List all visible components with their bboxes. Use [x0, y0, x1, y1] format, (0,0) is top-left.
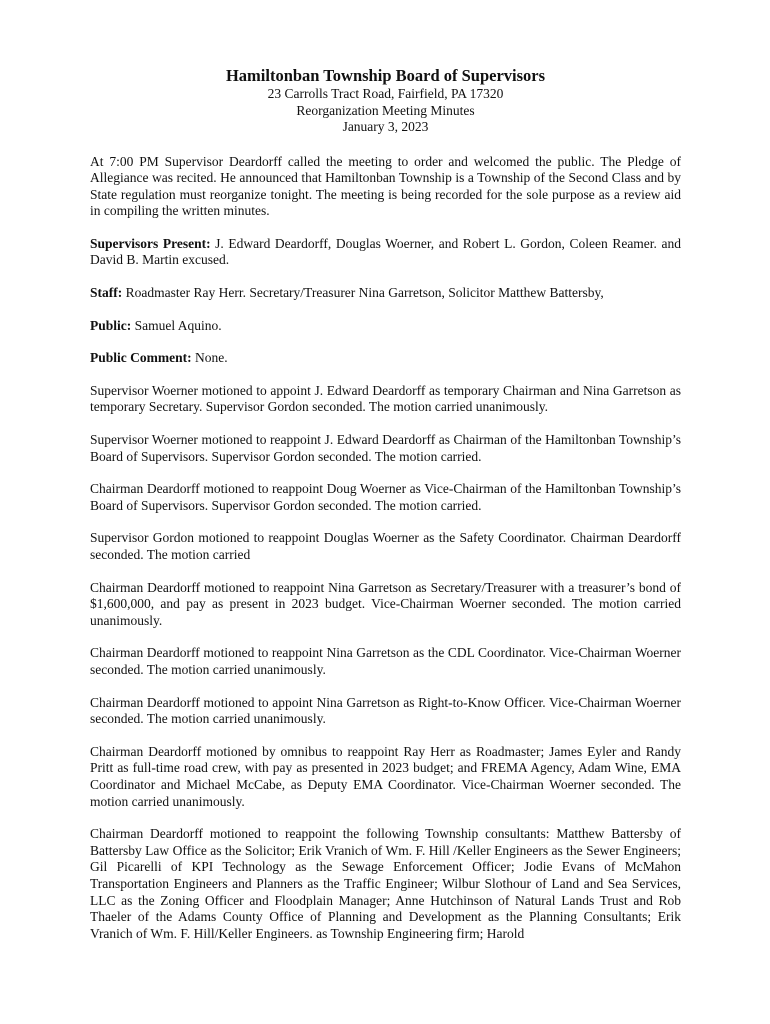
document-page — [90, 66, 681, 958]
motion-paragraph: Chairman Deardorff motioned by omnibus to reappoint Ray Herr as Roadmaster; James Eyler and Randy Pritt as full-time road crew, with pay as presented in 2023 budget; and FREMA Agency, Adam Wine, EMA Coordinator and Michael McCabe, as Deputy EMA Coordinator. Vice-Chairman Woerner seconded. The motion carried unanimously. — [90, 743, 681, 809]
public-comment-line — [90, 350, 681, 367]
staff-label: Staff: — [90, 285, 123, 301]
supervisors-present — [90, 236, 681, 269]
supervisors-present-label: Supervisors Present: — [90, 235, 211, 251]
motion-paragraph: Chairman Deardorff motioned to reappoint Doug Woerner as Vice-Chairman of the Hamiltonban Township’s Board of Supervisors. Supervisor Gordon seconded. The motion carried. — [90, 481, 681, 513]
meeting-date: January 3, 2023 — [342, 119, 429, 134]
staff-text: Roadmaster Ray Herr. Secretary/Treasurer Nina Garretson, Solicitor Matthew Battersby, — [122, 285, 604, 301]
supervisors-present-text: J. Edward Deardorff, Douglas Woerner, and Robert L. Gordon, Coleen Reamer. and David B. Martin excused. — [90, 235, 681, 268]
intro-paragraph: At 7:00 PM Supervisor Deardorff called the meeting to order and welcomed the public. The Pledge of Allegiance was recited. He announced that Hamiltonban Township is a Township of the Second Class and by State regulation must reorganize tonight. The meeting is being recorded for the sole purpose as a review aid in compiling the written minutes. — [90, 153, 681, 219]
minutes-body — [90, 154, 681, 943]
public-line — [90, 318, 681, 335]
public-label: Public: — [90, 317, 132, 333]
public-text: Samuel Aquino. — [131, 317, 222, 333]
motion-paragraph: Supervisor Gordon motioned to reappoint Douglas Woerner as the Safety Coordinator. Chairman Deardorff seconded. The motion carried — [90, 530, 681, 562]
township-address: 23 Carrolls Tract Road, Fairfield, PA 17320 — [267, 86, 504, 101]
document-subtitle: Reorganization Meeting Minutes — [296, 102, 475, 118]
public-comment-label: Public Comment: — [90, 350, 192, 366]
motion-paragraph: Chairman Deardorff motioned to reappoint the following Township consultants: Matthew Battersby of Battersby Law Office as the Solicitor; Erik Vranich of Wm. F. Hill /Keller Engineers as the Sewer Engineers; Gil Picarelli of KPI Technology as the Sewage Enforcement Officer; Jodie Evans of McMahon Transportation Engineers and Planners as the Traffic Engineer; Wilbur Slothour of Land and Sea Services, LLC as the Zoning Officer and Floodplain Manager; Anne Hutchinson of Natural Lands Trust and Rob Thaeler of the Adams County Office of Planning and Development as the Planning Consultants; Erik Vranich of Wm. F. Hill/Keller Engineers. as Township Engineering firm; Harold — [90, 826, 681, 941]
staff-line — [90, 285, 681, 302]
motion-paragraph: Supervisor Woerner motioned to reappoint J. Edward Deardorff as Chairman of the Hamiltonban Township’s Board of Supervisors. Supervisor Gordon seconded. The motion carried. — [90, 432, 681, 464]
document-header — [90, 66, 681, 136]
public-comment-text: None. — [191, 350, 228, 366]
document-title: Hamiltonban Township Board of Supervisors — [225, 66, 546, 85]
motion-paragraph: Supervisor Woerner motioned to appoint J. Edward Deardorff as temporary Chairman and Nina Garretson as temporary Secretary. Supervisor Gordon seconded. The motion carried unanimously. — [90, 382, 681, 415]
motion-paragraph: Chairman Deardorff motioned to reappoint Nina Garretson as Secretary/Treasurer with a treasurer’s bond of $1,600,000, and pay as present in 2023 budget. Vice-Chairman Woerner seconded. The motion carried unanimously. — [90, 579, 681, 628]
motion-paragraph: Chairman Deardorff motioned to reappoint Nina Garretson as the CDL Coordinator. Vice-Chairman Woerner seconded. The motion carried unanimously. — [90, 645, 681, 677]
motion-paragraph: Chairman Deardorff motioned to appoint Nina Garretson as Right-to-Know Officer. Vice-Chairman Woerner seconded. The motion carried unanimously. — [90, 694, 681, 727]
